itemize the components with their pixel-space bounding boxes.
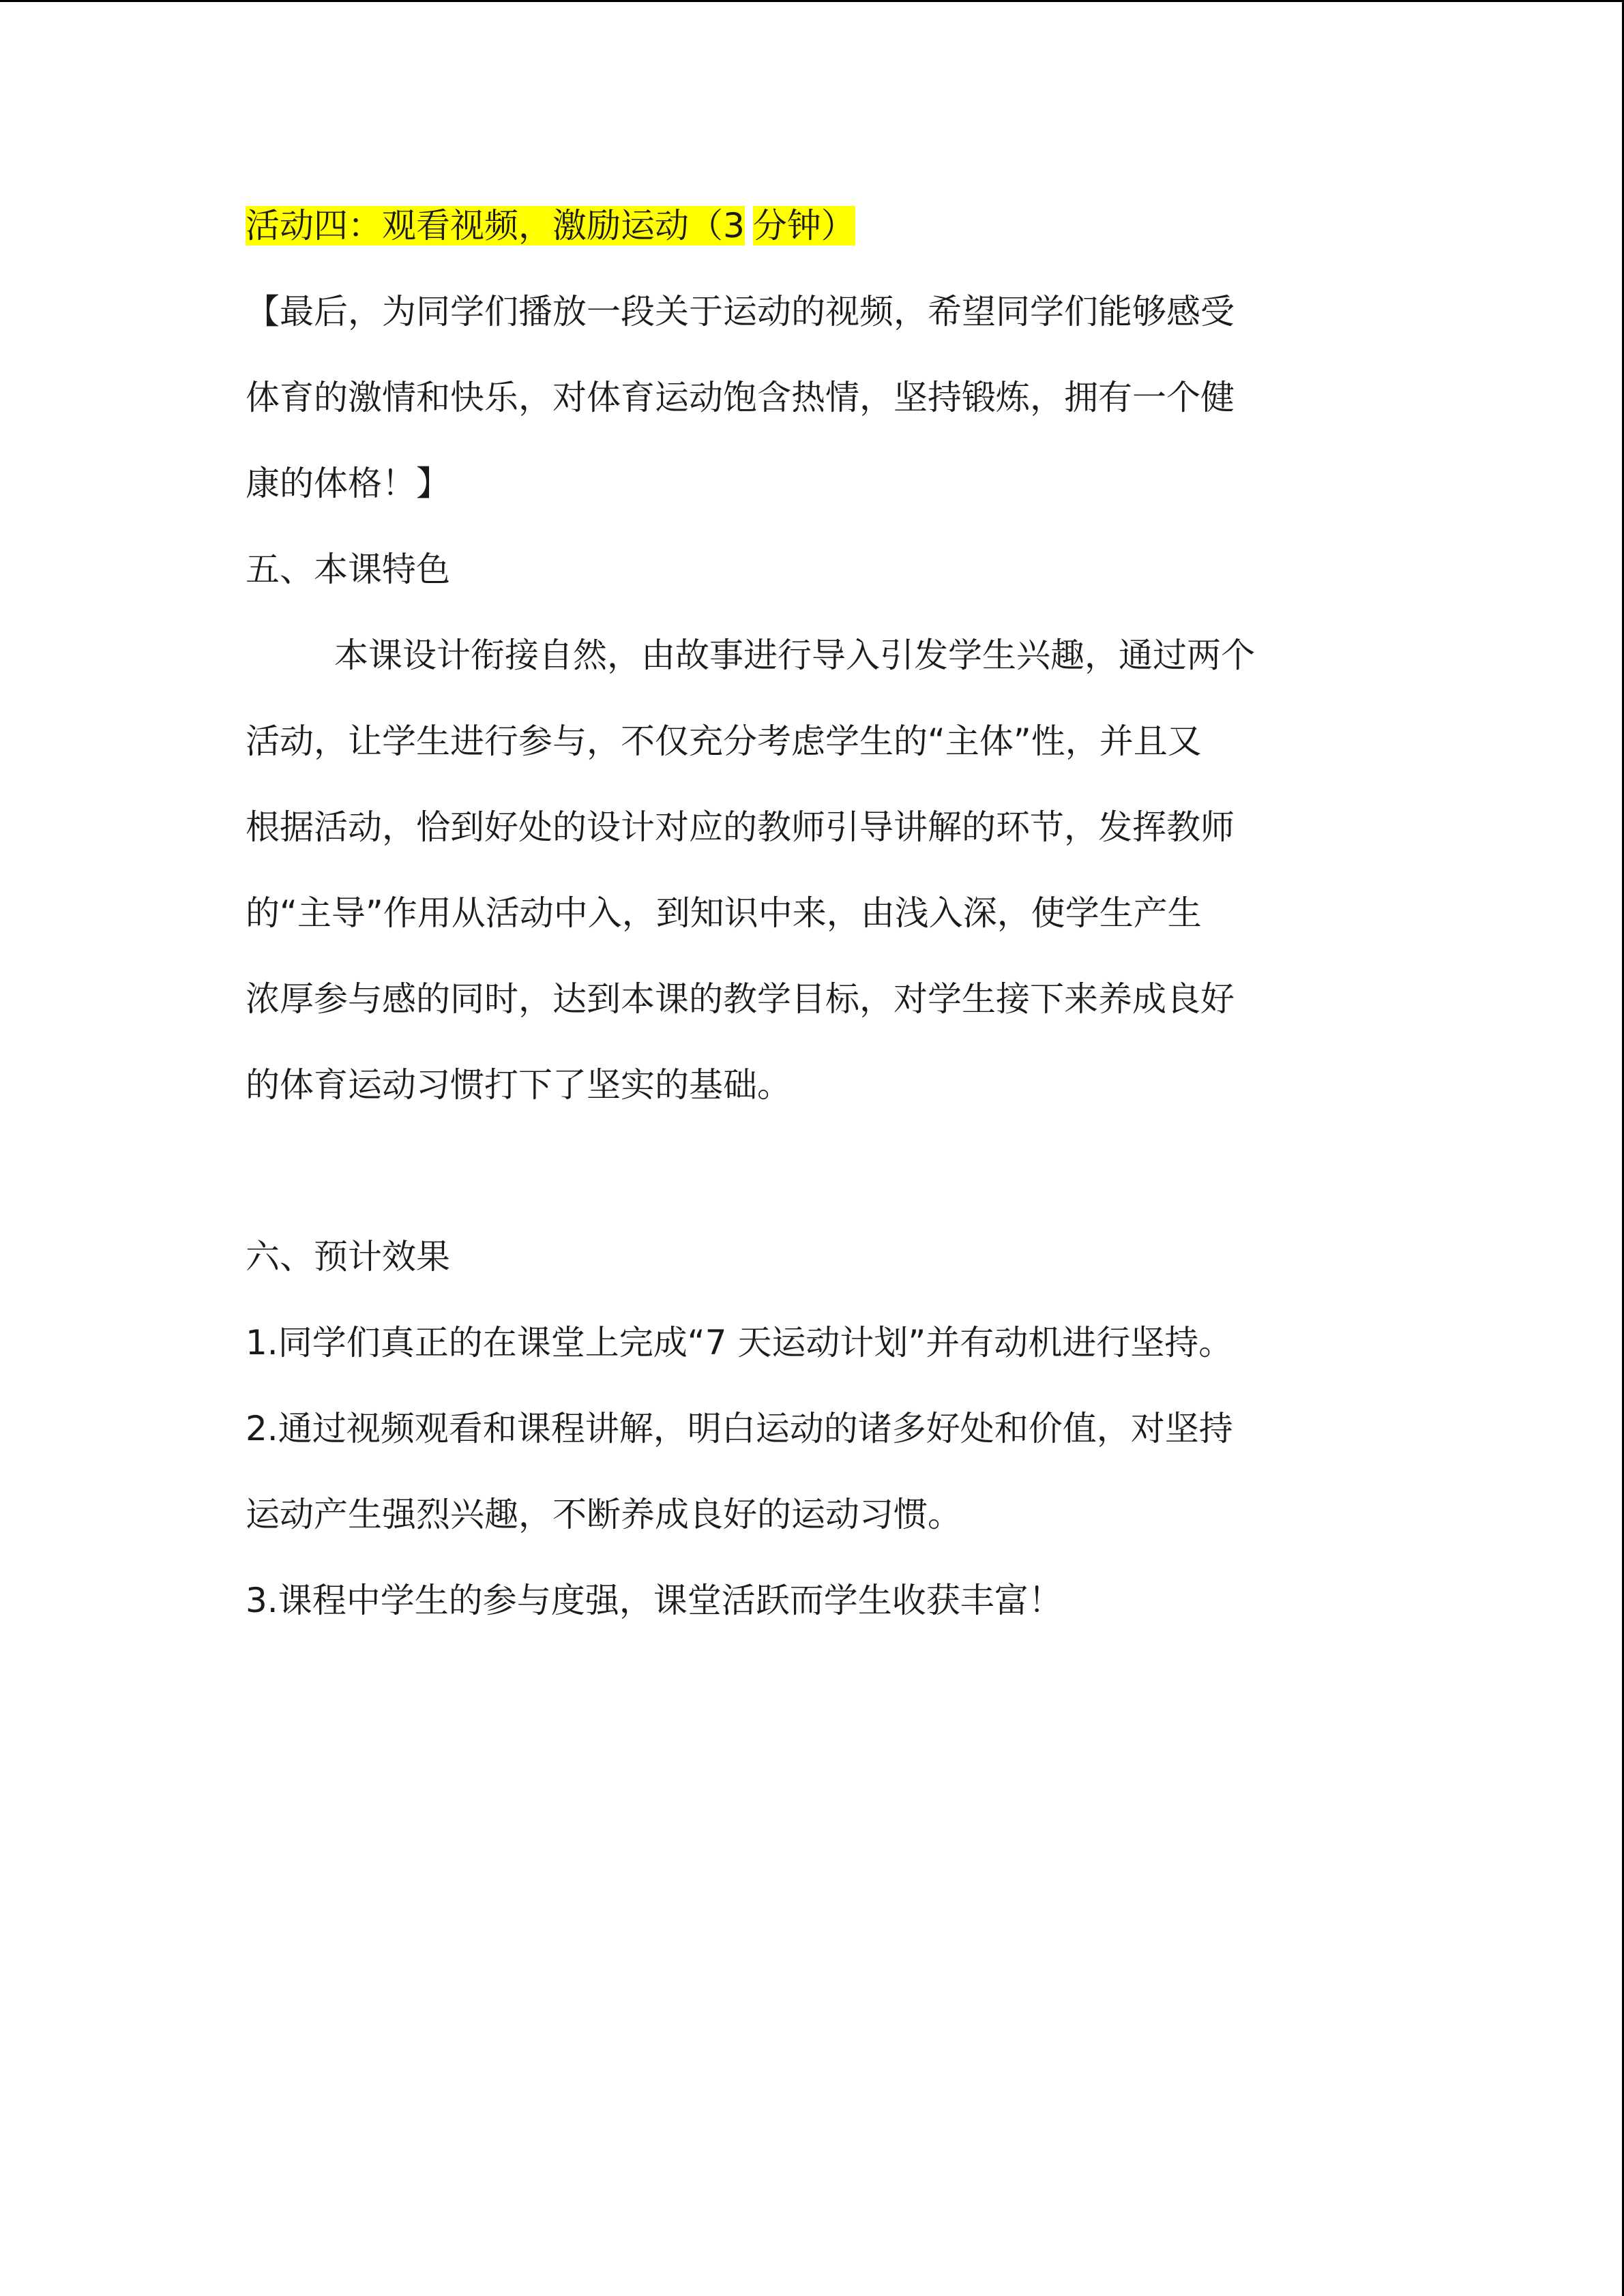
section5-heading: 五、本课特色 — [246, 550, 450, 589]
section5-text-line-4: 的“主导”作用从活动中入，到知识中来，由浅入深，使学生产生 — [246, 893, 1202, 933]
activity4-text-line-2: 体育的激情和快乐，对体育运动饱含热情，坚持锻炼，拥有一个健 — [246, 378, 1235, 417]
section6-text-line-4: 3.课程中学生的参与度强，课堂活跃而学生收获丰富！ — [246, 1581, 1063, 1620]
section5-text-line-2: 活动，让学生进行参与，不仅充分考虑学生的“主体”性，并且又 — [246, 721, 1202, 761]
section6-text-line-2: 2.通过视频观看和课程讲解，明白运动的诸多好处和价值，对坚持 — [246, 1409, 1233, 1448]
document-body — [246, 205, 1378, 1622]
page-border-top — [0, 0, 1624, 2]
activity4-heading — [246, 205, 1378, 248]
activity4-heading-highlight-1: 活动四：观看视频，激励运动（3 — [246, 206, 745, 245]
section5-text-line-5: 浓厚参与感的同时，达到本课的教学目标，对学生接下来养成良好 — [246, 979, 1235, 1019]
section6-text-line-1: 1.同学们真正的在课堂上完成“7 天运动计划”并有动机进行坚持。 — [246, 1323, 1233, 1362]
section6-heading: 六、预计效果 — [246, 1237, 450, 1277]
activity4-text-line-3: 康的体格！】 — [246, 464, 450, 503]
section5-text-line-3: 根据活动，恰到好处的设计对应的教师引导讲解的环节，发挥教师 — [246, 807, 1235, 847]
section6-text-line-3: 运动产生强烈兴趣，不断养成良好的运动习惯。 — [246, 1495, 962, 1534]
section5-text-line-1: 本课设计衔接自然，由故事进行导入引发学生兴趣，通过两个 — [334, 636, 1255, 675]
section5-text-line-6: 的体育运动习惯打下了坚实的基础。 — [246, 1065, 791, 1105]
activity4-heading-highlight-2: 分钟） — [752, 206, 855, 245]
activity4-text-line-1: 【最后，为同学们播放一段关于运动的视频，希望同学们能够感受 — [246, 292, 1235, 331]
